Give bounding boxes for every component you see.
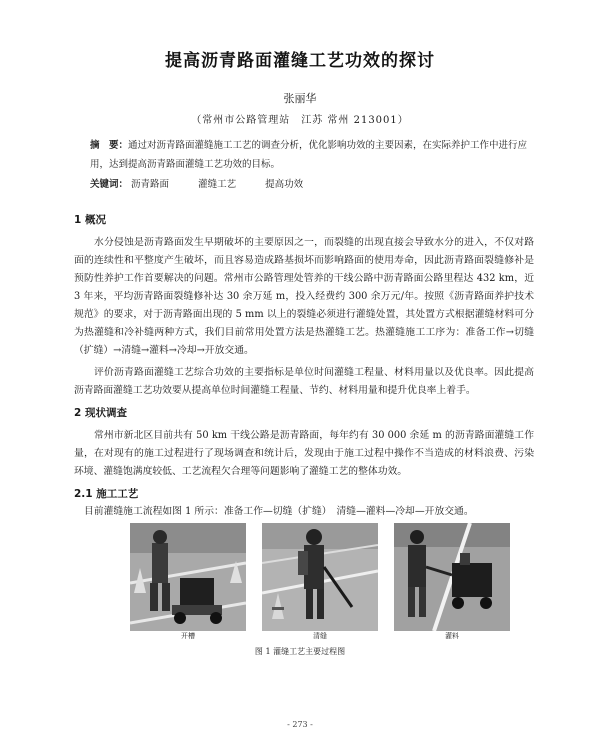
photo-filling: [394, 523, 510, 631]
section-2-1-heading: 2.1 施工工艺: [74, 488, 139, 500]
section-1-paragraph-1: 水分侵蚀是沥青路面发生早期破坏的主要原因之一，而裂缝的出现直接会导致水分的进入，不仅对路面的连续性和平整度产生破坏，而且容易造成路基损坏而影响路面的使用寿命，因此沥青路面裂缝修补是预防性养护工作首要解决的问题。常州市公路管理处管养的干线公路中沥青路面公路里程达 432 km，近 3 年来，平均沥青路面裂缝修补达 30 余万延 m，投入经费约 300 余万元/年。按照《沥青路面养护技术规范》的要求，对于沥青路面出现的 5 mm 以上的裂缝必须进行灌缝处置，其处置方式根据灌缝材料可分为热灌缝和冷补缝两种方式，我们目前常用处置方法是热灌缝工艺。热灌缝施工工序为：准备工作→切缝（扩缝）→清缝→灌料→冷却→开放交通。: [74, 237, 534, 356]
paper-title: 提高沥青路面灌缝工艺功效的探讨: [165, 51, 435, 71]
section-2-paragraph-1: 常州市新北区目前共有 50 km 干线公路是沥青路面，每年约有 30 000 余延 m 的沥青路面灌缝工作量，在对现有的施工过程进行了现场调查和统计后，发现由于施工过程中操作不当造成的材料浪费、污染环境、灌缝饱满度较低、工艺流程欠合理等问题影响了灌缝工艺的整体功效。: [74, 430, 534, 477]
abstract: [90, 136, 530, 174]
keyword-2: 灌缝工艺: [198, 179, 237, 190]
abstract-text: 通过对沥青路面灌缝施工工艺的调查分析，优化影响功效的主要因素，在实际养护工作中进行应用，达到提高沥青路面灌缝工艺功效的目标。: [90, 140, 528, 170]
figure-caption: 图 1 灌缝工艺主要过程图: [254, 647, 346, 656]
keyword-3: 提高功效: [265, 179, 304, 190]
section-2-heading: 2 现状调查: [74, 407, 127, 419]
keywords-label: 关键词：: [90, 179, 129, 190]
page-number: - 273 -: [287, 720, 313, 729]
author-name: 张丽华: [283, 92, 317, 105]
figure-1: [130, 523, 510, 631]
abstract-label: 摘 要：: [90, 140, 129, 151]
photo-caption-cleaning: 清缝: [313, 632, 327, 640]
keyword-1: 沥青路面: [131, 179, 170, 190]
photo-grooving: [130, 523, 246, 631]
photo-caption-grooving: 开槽: [181, 632, 195, 640]
photo-cleaning: [262, 523, 378, 631]
section-1-heading: 1 概况: [74, 214, 106, 226]
section-2-1-paragraph: 目前灌缝施工流程如图 1 所示：准备工作—切缝（扩缝） 清缝—灌料—冷却—开放交通。: [84, 506, 474, 517]
author-affiliation: （常州市公路管理站 江苏 常州 213001）: [191, 115, 409, 126]
section-1-paragraph-2: 评价沥青路面灌缝工艺综合功效的主要指标是单位时间灌缝工程量、材料用量以及优良率。因此提高沥青路面灌缝工艺功效要从提高单位时间灌缝工程量、节约、材料用量和提升优良率上着手。: [74, 367, 534, 396]
keywords: [90, 176, 329, 190]
photo-caption-filling: 灌料: [445, 632, 459, 640]
